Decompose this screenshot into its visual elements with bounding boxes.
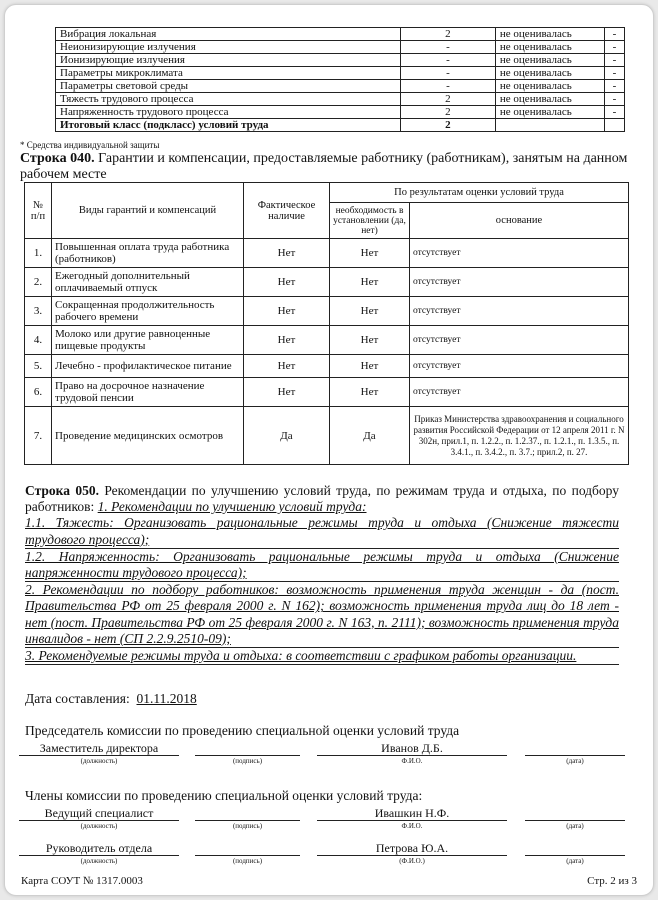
- caption-signature: (подпись): [232, 757, 263, 765]
- row-name: Лечебно - профилактическое питание: [52, 355, 244, 378]
- factor-name: Тяжесть трудового процесса: [56, 93, 401, 106]
- row-actual: Нет: [244, 268, 330, 297]
- footnote: * Средства индивидуальной защиты: [20, 140, 160, 150]
- section-040-title: Гарантии и компенсации, предоставляемые работнику (работникам), занятым на данном рабочем месте: [20, 151, 628, 182]
- row-num: 5.: [25, 355, 52, 378]
- compilation-date: [25, 691, 197, 707]
- row-num: 1.: [25, 239, 52, 268]
- factor-class: -: [400, 54, 495, 67]
- factor-name: Ионизирующие излучения: [56, 54, 401, 67]
- section-050-label: Строка 050.: [25, 483, 99, 498]
- table-row: [25, 378, 629, 407]
- row-num: 6.: [25, 378, 52, 407]
- row-needed: Нет: [330, 326, 410, 355]
- factor-class: 2: [400, 106, 495, 119]
- row-num: 4.: [25, 326, 52, 355]
- row-basis: Приказ Министерства здравоохранения и социального развития Российской Федерации от 12 апреля 2011 г. N 302н, прил.1, п. 1.2.2., п. 1.2.37., п. 1.2.1., п. 1.3.5., п. 3.4.1., п. 3.4.2., п. 3.7.; прил.2, п. 27.: [410, 407, 629, 465]
- chair-signature-line: [195, 741, 300, 756]
- caption-date: (дата): [566, 757, 584, 765]
- row-num: 7.: [25, 407, 52, 465]
- row-num: 2.: [25, 268, 52, 297]
- row-actual: Нет: [244, 355, 330, 378]
- table-row: [25, 268, 629, 297]
- row-actual: Нет: [244, 239, 330, 268]
- caption-date: (дата): [566, 822, 584, 830]
- factor-result: -: [604, 80, 624, 93]
- factor-class: -: [400, 41, 495, 54]
- chair-position: Заместитель директора: [19, 741, 179, 756]
- factor-class: -: [400, 80, 495, 93]
- footer-page-number: Стр. 2 из 3: [587, 875, 637, 887]
- row-basis: отсутствует: [410, 378, 629, 407]
- caption-position: (должность): [80, 857, 118, 865]
- recommendation-1-1: 1.1. Тяжесть: Организовать рациональные режимы труда и отдыха (Снижение тяжести трудового процесса);: [25, 515, 619, 547]
- member-1-signature-line: [195, 806, 300, 821]
- caption-signature: (подпись): [232, 857, 263, 865]
- recommendation-2: 2. Рекомендации по подбору работников: возможность применения труда женщин - да (пост. Правительства РФ от 25 февраля 2000 г. N 162); возможность применения труда лиц до 18 лет - нет (пост. Правительства РФ от 25 февраля 2000 г. N 163, п. 2111); возможность применения труда инвалидов - нет (СП 2.2.9.2510-09);: [25, 582, 619, 646]
- row-actual: Да: [244, 407, 330, 465]
- chair-name: Иванов Д.Б.: [317, 741, 507, 756]
- member-1-position: Ведущий специалист: [19, 806, 179, 821]
- caption-fio: Ф.И.О.: [401, 822, 423, 830]
- row-actual: Нет: [244, 297, 330, 326]
- table-row: [25, 297, 629, 326]
- total-name: Итоговый класс (подкласс) условий труда: [56, 119, 401, 132]
- row-name: Молоко или другие равноценные пищевые продукты: [52, 326, 244, 355]
- recommendation-1: 1. Рекомендации по улучшению условий труда:: [97, 499, 367, 515]
- table-row: [56, 106, 625, 119]
- header-needed: необходимость в установлении (да, нет): [330, 203, 410, 239]
- caption-position: (должность): [80, 757, 118, 765]
- factor-result: -: [604, 41, 624, 54]
- factor-ppe: не оценивалась: [495, 67, 604, 80]
- header-actual: Фактическое наличие: [244, 183, 330, 239]
- caption-date: (дата): [566, 857, 584, 865]
- row-basis: отсутствует: [410, 297, 629, 326]
- factor-ppe: не оценивалась: [495, 41, 604, 54]
- footer-card-number: Карта СОУТ № 1317.0003: [21, 875, 143, 887]
- table-row: [56, 28, 625, 41]
- factor-name: Вибрация локальная: [56, 28, 401, 41]
- table-row: [25, 239, 629, 268]
- table-row: [56, 80, 625, 93]
- row-needed: Нет: [330, 268, 410, 297]
- row-needed: Нет: [330, 355, 410, 378]
- header-results: По результатам оценки условий труда: [330, 183, 629, 203]
- header-basis: основание: [410, 203, 629, 239]
- factor-result: -: [604, 106, 624, 119]
- factor-class: 2: [400, 28, 495, 41]
- row-needed: Да: [330, 407, 410, 465]
- factor-result: -: [604, 67, 624, 80]
- row-name: Повышенная оплата труда работника (работников): [52, 239, 244, 268]
- row-actual: Нет: [244, 326, 330, 355]
- row-basis: отсутствует: [410, 268, 629, 297]
- total-result: [604, 119, 624, 132]
- row-needed: Нет: [330, 378, 410, 407]
- row-needed: Нет: [330, 297, 410, 326]
- factor-class: -: [400, 67, 495, 80]
- member-2-date-line: [525, 841, 625, 856]
- caption-fio-paren: (Ф.И.О.): [399, 857, 425, 865]
- row-num: 3.: [25, 297, 52, 326]
- table-row: [56, 67, 625, 80]
- member-1-name: Ивашкин Н.Ф.: [317, 806, 507, 821]
- factor-result: -: [604, 28, 624, 41]
- row-actual: Нет: [244, 378, 330, 407]
- total-row: [56, 119, 625, 132]
- section-050-title: Рекомендации по улучшению условий труда, по режимам труда и отдыха, по подбору работников:: [25, 483, 619, 515]
- section-040-label: Строка 040.: [20, 151, 95, 166]
- factor-ppe: не оценивалась: [495, 80, 604, 93]
- factor-result: -: [604, 54, 624, 67]
- header-num: № п/п: [25, 183, 52, 239]
- table-row: [56, 54, 625, 67]
- document-page: [4, 4, 654, 896]
- table-row: [56, 93, 625, 106]
- member-2-signature-line: [195, 841, 300, 856]
- factor-ppe: не оценивалась: [495, 106, 604, 119]
- row-needed: Нет: [330, 239, 410, 268]
- recommendation-1-2: 1.2. Напряженность: Организовать рациональные режимы труда и отдыха (Снижение напряженности трудового процесса);: [25, 548, 619, 581]
- factor-name: Напряженность трудового процесса: [56, 106, 401, 119]
- member-1-date-line: [525, 806, 625, 821]
- factor-ppe: не оценивалась: [495, 28, 604, 41]
- header-types: Виды гарантий и компенсаций: [52, 183, 244, 239]
- factor-ppe: не оценивалась: [495, 93, 604, 106]
- member-2-position: Руководитель отдела: [19, 841, 179, 856]
- factor-result: -: [604, 93, 624, 106]
- total-class: 2: [400, 119, 495, 132]
- guarantees-table: [24, 182, 629, 465]
- factor-ppe: не оценивалась: [495, 54, 604, 67]
- caption-position: (должность): [80, 822, 118, 830]
- row-name: Право на досрочное назначение трудовой пенсии: [52, 378, 244, 407]
- factor-name: Параметры световой среды: [56, 80, 401, 93]
- table-row: [56, 41, 625, 54]
- factor-class: 2: [400, 93, 495, 106]
- recommendation-3: 3. Рекомендуемые режимы труда и отдыха: в соответствии с графиком работы организации.: [25, 648, 577, 664]
- row-basis: отсутствует: [410, 355, 629, 378]
- members-title: Члены комиссии по проведению специальной оценки условий труда:: [25, 788, 423, 803]
- factors-table: [55, 27, 625, 132]
- total-ppe: [495, 119, 604, 132]
- factor-name: Параметры микроклимата: [56, 67, 401, 80]
- caption-fio: Ф.И.О.: [401, 757, 423, 765]
- row-name: Проведение медицинских осмотров: [52, 407, 244, 465]
- table-row: [25, 355, 629, 378]
- row-name: Ежегодный дополнительный оплачиваемый отпуск: [52, 268, 244, 297]
- member-2-name: Петрова Ю.А.: [317, 841, 507, 856]
- chair-date-line: [525, 741, 625, 756]
- table-row: [25, 326, 629, 355]
- section-040-heading: [20, 151, 640, 183]
- chair-title: Председатель комиссии по проведению специальной оценки условий труда: [25, 723, 460, 738]
- row-basis: отсутствует: [410, 239, 629, 268]
- factor-name: Неионизирующие излучения: [56, 41, 401, 54]
- date-label: Дата составления:: [25, 691, 130, 706]
- row-name: Сокращенная продолжительность рабочего времени: [52, 297, 244, 326]
- row-basis: отсутствует: [410, 326, 629, 355]
- caption-signature: (подпись): [232, 822, 263, 830]
- table-row: [25, 407, 629, 465]
- section-050: [25, 483, 619, 665]
- date-value: 01.11.2018: [136, 691, 197, 706]
